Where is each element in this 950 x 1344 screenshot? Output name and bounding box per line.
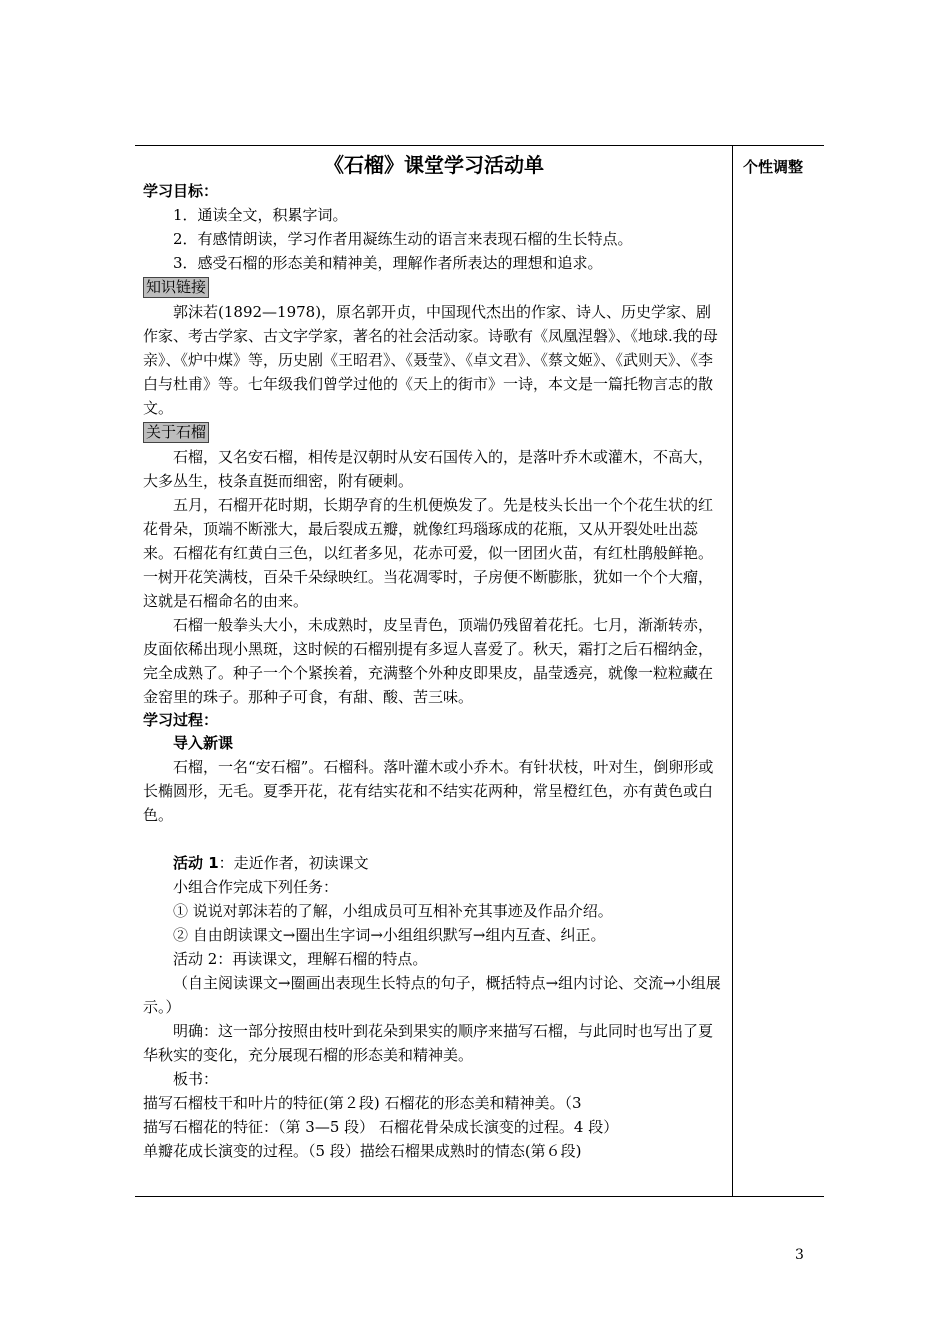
side-column [743, 156, 823, 177]
activity1-label: 活动 1 [173, 854, 219, 872]
goal-item: 3．感受石榴的形态美和精神美，理解作者所表达的理想和追求。 [173, 254, 603, 272]
document-title: 《石榴》课堂学习活动单 [324, 153, 544, 177]
clarify-text: 明确：这一部分按照由枝叶到花朵到果实的顺序来描写石榴，与此同时也写出了夏华秋实的变化，充分展现石榴的形态美和精神美。 [143, 1022, 714, 1064]
activity1-task: 小组合作完成下列任务： [173, 878, 339, 896]
activity2-steps: （自主阅读课文→圈画出表现生长特点的句子，概括特点→组内讨论、交流→小组展示。） [143, 974, 721, 1016]
activity1-line [143, 851, 725, 875]
intro-heading: 导入新课 [173, 734, 234, 752]
process-heading: 学习过程： [143, 711, 219, 729]
activity1-title: ：走近作者，初读课文 [218, 854, 369, 872]
activity2-line: 活动 2：再读课文，理解石榴的特点。 [173, 950, 428, 968]
column-divider [732, 146, 733, 1196]
knowledge-text: 郭沫若(1892—1978)，原名郭开贞，中国现代杰出的作家、诗人、历史学家、剧作家、考古学家、古文字学家，著名的社会活动家。诗歌有《凤凰涅磐》、《地球.我的母亲》、《炉中煤》等，历史剧《王昭君》、《聂莹》、《卓文君》、《蔡文姬》、《武则天》、《李白与杜甫》等。七年级我们曾学过他的《天上的街市》一诗，本文是一篇托物言志的散文。 [143, 303, 718, 417]
board-line: 描写石榴花的特征：（第 3—5 段） 石榴花骨朵成长演变的过程。4 段） [143, 1118, 619, 1136]
page-number: 3 [795, 1247, 804, 1263]
goals-heading: 学习目标： [143, 182, 219, 200]
goal-item: 1．通读全文，积累字词。 [173, 206, 348, 224]
goal-item: 2．有感情朗读，学习作者用凝练生动的语言来表现石榴的生长特点。 [173, 230, 633, 248]
layout-table [135, 145, 824, 1197]
main-column [143, 146, 725, 1163]
about-paragraph: 五月，石榴开花时期，长期孕育的生机便焕发了。先是枝头长出一个个花生状的红花骨朵，顶端不断涨大，最后裂成五瓣，就像红玛瑙琢成的花瓶，又从开裂处吐出蕊来。石榴花有红黄白三色，以红者多见，花赤可爱，似一团团火苗，有红杜鹃般鲜艳。一树开花笑满枝，百朵千朵绿映红。当花凋零时，子房便不断膨胀，犹如一个个大瘤，这就是石榴命名的由来。 [143, 496, 714, 610]
about-paragraph: 石榴，又名安石榴，相传是汉朝时从安石国传入的，是落叶乔木或灌木，不高大，大多丛生，枝条直挺而细密，附有硬刺。 [143, 448, 714, 490]
activity1-item: ① 说说对郭沫若的了解，小组成员可互相补充其事迹及作品介绍。 [173, 902, 613, 920]
board-heading: 板书： [173, 1070, 219, 1088]
about-paragraph: 石榴一般拳头大小，未成熟时，皮呈青色，顶端仍残留着花托。七月，渐渐转赤，皮面依稀出现小黑斑，这时候的石榴别提有多逗人喜爱了。秋天，霜打之后石榴纳金，完全成熟了。种子一个个紧挨着，充满整个外种皮即果皮，晶莹透亮，就像一粒粒藏在金窑里的珠子。那种子可食，有甜、酸、苦三味。 [143, 616, 714, 706]
side-header: 个性调整 [743, 158, 804, 176]
intro-text: 石榴，一名“安石榴”。石榴科。落叶灌木或小乔木。有针状枝，叶对生，倒卵形或长椭圆形，无毛。夏季开花，花有结实花和不结实花两种，常呈橙红色，亦有黄色或白色。 [143, 758, 714, 824]
blank-line [143, 827, 725, 851]
about-tag: 关于石榴 [143, 422, 209, 443]
board-line: 描写石榴枝干和叶片的特征(第２段) 石榴花的形态美和精神美。（3 [143, 1094, 582, 1112]
board-line: 单瓣花成长演变的过程。（5 段）描绘石榴果成熟时的情态(第６段) [143, 1142, 582, 1160]
knowledge-tag: 知识链接 [143, 277, 209, 298]
activity1-item: ② 自由朗读课文→圈出生字词→小组组织默写→组内互查、纠正。 [173, 926, 606, 944]
